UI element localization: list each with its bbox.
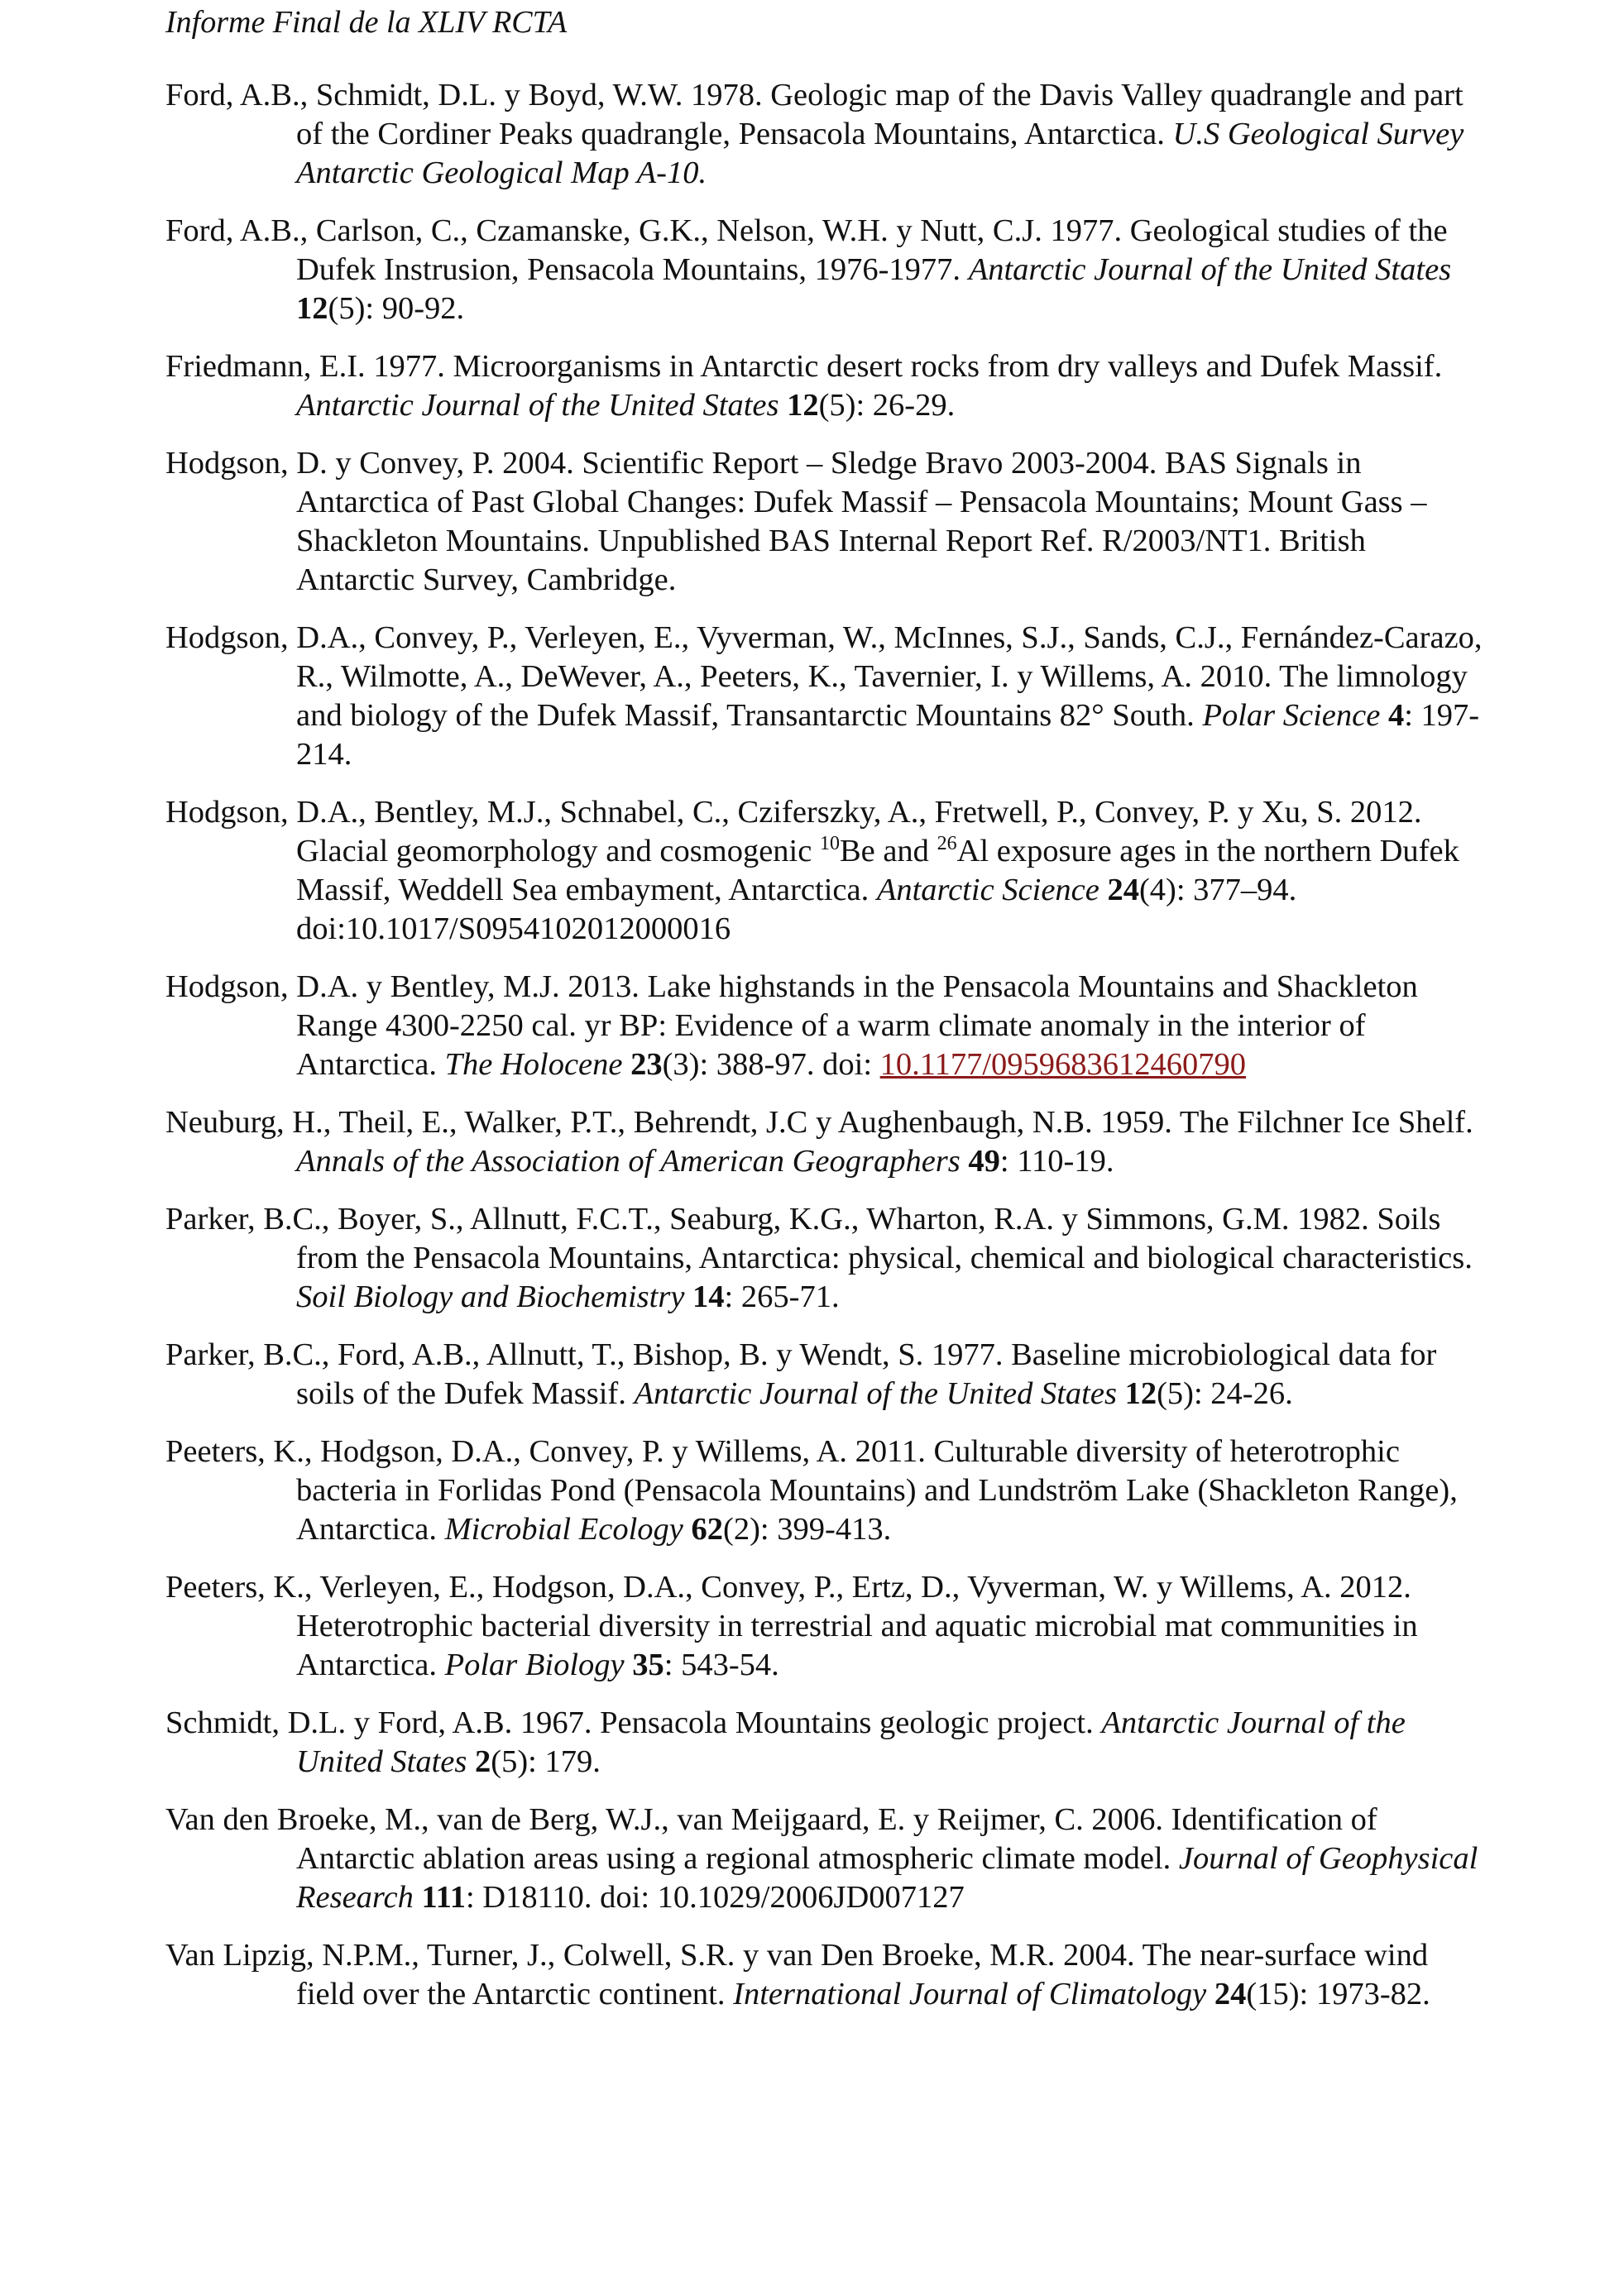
running-header: Informe Final de la XLIV RCTA <box>165 5 568 40</box>
reference-item <box>165 1801 1489 1917</box>
reference-item <box>165 347 1489 425</box>
reference-volume: 2 <box>475 1744 491 1779</box>
reference-text: Be and <box>839 834 937 868</box>
reference-journal: Soil Biology and Biochemistry <box>296 1280 685 1314</box>
reference-text: Peeters, K., Hodgson, D.A., Convey, P. y Willems, A. 2011. Culturable diversity of heterotrophic bacteria in Forlidas Pond (Pensacola Mountains) and Lundström Lake (Shackleton Range), Antarctica. <box>165 1434 1458 1547</box>
reference-volume: 12 <box>787 388 819 423</box>
reference-pages: : 543-54. <box>663 1648 779 1682</box>
reference-journal: Microbial Ecology <box>444 1512 683 1547</box>
reference-journal: Antarctic Journal of the United States <box>968 252 1452 287</box>
reference-volume: 12 <box>1124 1376 1157 1411</box>
reference-journal: U.S Geological Survey Antarctic Geological Map A-10. <box>296 117 1464 190</box>
reference-text: Schmidt, D.L. y Ford, A.B. 1967. Pensacola Mountains geologic project. <box>165 1705 1102 1740</box>
reference-journal: Antarctic Science <box>876 873 1099 907</box>
reference-pages: (2): 399-413. <box>723 1512 892 1547</box>
reference-volume: 35 <box>632 1648 664 1682</box>
reference-pages: : 110-19. <box>999 1144 1114 1179</box>
reference-text: Van den Broeke, M., van de Berg, W.J., van Meijgaard, E. y Reijmer, C. 2006. Identification of Antarctic ablation areas using a regional atmospheric climate model. <box>165 1802 1377 1876</box>
reference-item <box>165 212 1489 328</box>
reference-pages: : 265-71. <box>724 1280 840 1314</box>
reference-pages: : 197-214. <box>296 698 1480 772</box>
reference-text: Parker, B.C., Boyer, S., Allnutt, F.C.T., Seaburg, K.G., Wharton, R.A. y Simmons, G.M. 1982. Soils from the Pensacola Mountains, Antarctica: physical, chemical and biological characteristics. <box>165 1202 1473 1275</box>
reference-volume: 111 <box>421 1880 466 1915</box>
reference-text: Hodgson, D.A., Bentley, M.J., Schnabel, C., Cziferszky, A., Fretwell, P., Convey, P. y Xu, S. 2012. Glacial geomorphology and cosmogenic <box>165 795 1422 868</box>
reference-text: Al exposure ages in the northern Dufek Massif, Weddell Sea embayment, Antarctica. <box>296 834 1459 907</box>
reference-item <box>165 76 1489 193</box>
reference-item <box>165 1568 1489 1685</box>
isotope-superscript: 26 <box>937 833 957 854</box>
reference-text: Neuburg, H., Theil, E., Walker, P.T., Behrendt, J.C y Aughenbaugh, N.B. 1959. The Filchner Ice Shelf. <box>165 1105 1473 1140</box>
reference-item <box>165 1936 1489 2014</box>
reference-item <box>165 444 1489 600</box>
reference-pages: (5): 24-26. <box>1157 1376 1293 1411</box>
reference-item <box>165 1200 1489 1317</box>
reference-volume: 12 <box>296 291 328 326</box>
reference-item <box>165 1103 1489 1181</box>
reference-volume: 4 <box>1387 698 1405 733</box>
reference-text: Hodgson, D.A. y Bentley, M.J. 2013. Lake highstands in the Pensacola Mountains and Shackleton Range 4300-2250 cal. yr BP: Evidence of a warm climate anomaly in the interior of Antarctica. <box>165 969 1418 1082</box>
reference-pages: (15): 1973-82. <box>1246 1977 1430 2011</box>
reference-journal: Antarctic Journal of the United States <box>296 1705 1406 1779</box>
doi-link[interactable]: 10.1177/0959683612460790 <box>879 1047 1247 1082</box>
reference-pages: : D18110. doi: 10.1029/2006JD007127 <box>465 1880 965 1915</box>
reference-text: Ford, A.B., Schmidt, D.L. y Boyd, W.W. 1978. Geologic map of the Davis Valley quadrangle and part of the Cordiner Peaks quadrangle, Pensacola Mountains, Antarctica. <box>165 78 1464 151</box>
reference-journal: Antarctic Journal of the United States <box>296 388 779 423</box>
reference-list <box>165 76 1489 2033</box>
reference-pages: (5): 179. <box>491 1744 601 1779</box>
reference-volume: 49 <box>968 1144 1000 1179</box>
reference-item <box>165 1433 1489 1549</box>
reference-journal: International Journal of Climatology <box>733 1977 1207 2011</box>
reference-journal: Annals of the Association of American Geographers <box>296 1144 961 1179</box>
reference-volume: 14 <box>692 1280 725 1314</box>
reference-pages: (3): 388-97. doi: <box>662 1047 880 1082</box>
reference-journal: Polar Biology <box>444 1648 625 1682</box>
reference-item <box>165 793 1489 949</box>
reference-text: Parker, B.C., Ford, A.B., Allnutt, T., Bishop, B. y Wendt, S. 1977. Baseline microbiological data for soils of the Dufek Massif. <box>165 1337 1437 1411</box>
reference-volume: 62 <box>691 1512 724 1547</box>
reference-pages: (5): 26-29. <box>818 388 956 423</box>
reference-text: Van Lipzig, N.P.M., Turner, J., Colwell, S.R. y van Den Broeke, M.R. 2004. The near-surface wind field over the Antarctic continent. <box>165 1938 1429 2011</box>
reference-pages: (4): 377–94. doi:10.1017/S0954102012000016 <box>296 873 1297 946</box>
reference-text: Ford, A.B., Carlson, C., Czamanske, G.K., Nelson, W.H. y Nutt, C.J. 1977. Geological studies of the Dufek Instrusion, Pensacola Mountains, 1976-1977. <box>165 213 1448 287</box>
isotope-superscript: 10 <box>819 833 840 854</box>
reference-text: Friedmann, E.I. 1977. Microorganisms in Antarctic desert rocks from dry valleys and Dufek Massif. <box>165 349 1443 384</box>
reference-journal: Antarctic Journal of the United States <box>634 1376 1117 1411</box>
reference-volume: 23 <box>630 1047 663 1082</box>
reference-journal: Polar Science <box>1202 698 1381 733</box>
reference-item <box>165 1704 1489 1782</box>
reference-volume: 24 <box>1214 1977 1247 2011</box>
reference-pages: (5): 90-92. <box>328 291 465 326</box>
reference-text: Peeters, K., Verleyen, E., Hodgson, D.A., Convey, P., Ertz, D., Vyverman, W. y Willems, A. 2012. Heterotrophic bacterial diversity in terrestrial and aquatic microbial mat communities in Antarctica. <box>165 1570 1418 1682</box>
reference-journal: The Holocene <box>444 1047 623 1082</box>
reference-item <box>165 619 1489 774</box>
reference-journal: Journal of Geophysical Research <box>296 1841 1478 1915</box>
reference-text: Hodgson, D. y Convey, P. 2004. Scientific Report – Sledge Bravo 2003-2004. BAS Signals in Antarctica of Past Global Changes: Dufek Massif – Pensacola Mountains; Mount Gass – Shackleton Mountains. Unpublished BAS Internal Report Ref. R/2003/NT1. British Antarctic Survey, Cambridge. <box>165 446 1427 597</box>
reference-item <box>165 968 1489 1084</box>
reference-volume: 24 <box>1107 873 1139 907</box>
reference-item <box>165 1336 1489 1413</box>
reference-text: Hodgson, D.A., Convey, P., Verleyen, E., Vyverman, W., McInnes, S.J., Sands, C.J., Fernández-Carazo, R., Wilmotte, A., DeWever, A., Peeters, K., Tavernier, I. y Willems, A. 2010. The limnology and biology of the Dufek Massif, Transantarctic Mountains 82° South. <box>165 620 1483 733</box>
